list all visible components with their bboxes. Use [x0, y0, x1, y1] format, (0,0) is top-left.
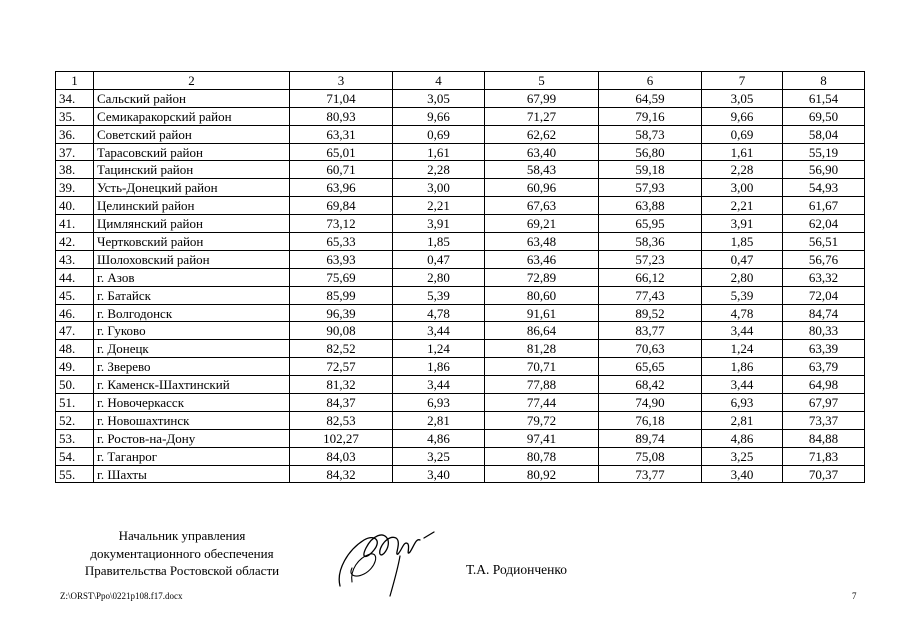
- territory-name-cell: г. Новочеркасск: [94, 394, 290, 412]
- value-cell: 63,48: [485, 233, 599, 251]
- row-number-cell: 48.: [56, 340, 94, 358]
- value-cell: 80,33: [783, 322, 865, 340]
- value-cell: 6,93: [702, 394, 783, 412]
- column-header: 8: [783, 72, 865, 90]
- value-cell: 3,44: [702, 376, 783, 394]
- value-cell: 65,33: [290, 233, 393, 251]
- table-row: [56, 447, 865, 465]
- table-row: [56, 179, 865, 197]
- row-number-cell: 50.: [56, 376, 94, 394]
- value-cell: 4,86: [702, 429, 783, 447]
- value-cell: 2,81: [393, 411, 485, 429]
- row-number-cell: 41.: [56, 215, 94, 233]
- value-cell: 59,18: [599, 161, 702, 179]
- value-cell: 96,39: [290, 304, 393, 322]
- table-row: [56, 161, 865, 179]
- value-cell: 75,69: [290, 268, 393, 286]
- value-cell: 1,24: [393, 340, 485, 358]
- value-cell: 57,93: [599, 179, 702, 197]
- value-cell: 64,59: [599, 89, 702, 107]
- value-cell: 63,88: [599, 197, 702, 215]
- value-cell: 56,90: [783, 161, 865, 179]
- value-cell: 73,77: [599, 465, 702, 483]
- value-cell: 0,47: [702, 250, 783, 268]
- territory-name-cell: г. Волгодонск: [94, 304, 290, 322]
- table-row: [56, 125, 865, 143]
- value-cell: 74,90: [599, 394, 702, 412]
- position-line: документационного обеспечения: [90, 545, 274, 561]
- value-cell: 5,39: [702, 286, 783, 304]
- table-row: [56, 340, 865, 358]
- territory-name-cell: г. Ростов-на-Дону: [94, 429, 290, 447]
- territory-name-cell: Тацинский район: [94, 161, 290, 179]
- value-cell: 3,05: [393, 89, 485, 107]
- row-number-cell: 44.: [56, 268, 94, 286]
- value-cell: 69,21: [485, 215, 599, 233]
- territory-name-cell: г. Донецк: [94, 340, 290, 358]
- territory-name-cell: Сальский район: [94, 89, 290, 107]
- value-cell: 2,21: [393, 197, 485, 215]
- value-cell: 80,78: [485, 447, 599, 465]
- value-cell: 0,69: [702, 125, 783, 143]
- row-number-cell: 54.: [56, 447, 94, 465]
- value-cell: 4,86: [393, 429, 485, 447]
- value-cell: 55,19: [783, 143, 865, 161]
- column-header: 5: [485, 72, 599, 90]
- value-cell: 1,61: [702, 143, 783, 161]
- value-cell: 2,28: [702, 161, 783, 179]
- table-row: [56, 429, 865, 447]
- position-line: Правительства Ростовской области: [84, 563, 280, 578]
- value-cell: 71,27: [485, 107, 599, 125]
- value-cell: 81,28: [485, 340, 599, 358]
- value-cell: 3,00: [393, 179, 485, 197]
- value-cell: 2,28: [393, 161, 485, 179]
- table-row: [56, 89, 865, 107]
- value-cell: 84,32: [290, 465, 393, 483]
- value-cell: 3,00: [702, 179, 783, 197]
- table-row: [56, 465, 865, 483]
- row-number-cell: 40.: [56, 197, 94, 215]
- value-cell: 58,73: [599, 125, 702, 143]
- value-cell: 60,71: [290, 161, 393, 179]
- value-cell: 70,63: [599, 340, 702, 358]
- value-cell: 61,54: [783, 89, 865, 107]
- value-cell: 84,74: [783, 304, 865, 322]
- table-row: [56, 358, 865, 376]
- page-number: 7: [852, 591, 857, 601]
- row-number-cell: 52.: [56, 411, 94, 429]
- value-cell: 67,97: [783, 394, 865, 412]
- value-cell: 3,44: [702, 322, 783, 340]
- value-cell: 71,04: [290, 89, 393, 107]
- value-cell: 67,63: [485, 197, 599, 215]
- value-cell: 3,40: [702, 465, 783, 483]
- territory-name-cell: г. Зверево: [94, 358, 290, 376]
- value-cell: 65,65: [599, 358, 702, 376]
- value-cell: 56,80: [599, 143, 702, 161]
- value-cell: 56,51: [783, 233, 865, 251]
- row-number-cell: 35.: [56, 107, 94, 125]
- value-cell: 3,44: [393, 376, 485, 394]
- value-cell: 83,77: [599, 322, 702, 340]
- territory-name-cell: г. Батайск: [94, 286, 290, 304]
- row-number-cell: 46.: [56, 304, 94, 322]
- territory-name-cell: г. Таганрог: [94, 447, 290, 465]
- value-cell: 60,96: [485, 179, 599, 197]
- value-cell: 89,74: [599, 429, 702, 447]
- value-cell: 63,31: [290, 125, 393, 143]
- row-number-cell: 49.: [56, 358, 94, 376]
- table-row: [56, 143, 865, 161]
- value-cell: 1,85: [393, 233, 485, 251]
- value-cell: 77,44: [485, 394, 599, 412]
- value-cell: 58,04: [783, 125, 865, 143]
- value-cell: 84,37: [290, 394, 393, 412]
- territory-name-cell: Советский район: [94, 125, 290, 143]
- value-cell: 84,03: [290, 447, 393, 465]
- row-number-cell: 53.: [56, 429, 94, 447]
- value-cell: 82,53: [290, 411, 393, 429]
- value-cell: 84,88: [783, 429, 865, 447]
- value-cell: 1,61: [393, 143, 485, 161]
- column-header: 3: [290, 72, 393, 90]
- value-cell: 80,93: [290, 107, 393, 125]
- value-cell: 91,61: [485, 304, 599, 322]
- value-cell: 63,39: [783, 340, 865, 358]
- value-cell: 58,36: [599, 233, 702, 251]
- row-number-cell: 34.: [56, 89, 94, 107]
- value-cell: 57,23: [599, 250, 702, 268]
- territory-name-cell: г. Шахты: [94, 465, 290, 483]
- value-cell: 77,88: [485, 376, 599, 394]
- value-cell: 2,80: [393, 268, 485, 286]
- table-header-row: [56, 72, 865, 90]
- value-cell: 66,12: [599, 268, 702, 286]
- value-cell: 54,93: [783, 179, 865, 197]
- table-row: [56, 197, 865, 215]
- territory-name-cell: Тарасовский район: [94, 143, 290, 161]
- value-cell: 4,78: [702, 304, 783, 322]
- value-cell: 72,89: [485, 268, 599, 286]
- row-number-cell: 42.: [56, 233, 94, 251]
- row-number-cell: 36.: [56, 125, 94, 143]
- row-number-cell: 47.: [56, 322, 94, 340]
- territory-name-cell: г. Азов: [94, 268, 290, 286]
- value-cell: 85,99: [290, 286, 393, 304]
- signer-name: Т.А. Родионченко: [466, 562, 567, 577]
- table-row: [56, 286, 865, 304]
- value-cell: 81,32: [290, 376, 393, 394]
- row-number-cell: 51.: [56, 394, 94, 412]
- value-cell: 79,16: [599, 107, 702, 125]
- value-cell: 3,40: [393, 465, 485, 483]
- value-cell: 4,78: [393, 304, 485, 322]
- value-cell: 71,83: [783, 447, 865, 465]
- column-header: 4: [393, 72, 485, 90]
- value-cell: 79,72: [485, 411, 599, 429]
- value-cell: 63,32: [783, 268, 865, 286]
- table-row: [56, 250, 865, 268]
- value-cell: 67,99: [485, 89, 599, 107]
- value-cell: 2,80: [702, 268, 783, 286]
- value-cell: 63,79: [783, 358, 865, 376]
- value-cell: 3,25: [393, 447, 485, 465]
- table-row: [56, 107, 865, 125]
- value-cell: 73,12: [290, 215, 393, 233]
- table-row: [56, 411, 865, 429]
- value-cell: 97,41: [485, 429, 599, 447]
- column-header: 2: [94, 72, 290, 90]
- column-header: 6: [599, 72, 702, 90]
- territory-name-cell: Семикаракорский район: [94, 107, 290, 125]
- value-cell: 62,04: [783, 215, 865, 233]
- value-cell: 3,05: [702, 89, 783, 107]
- handwritten-signature: [330, 510, 440, 602]
- value-cell: 62,62: [485, 125, 599, 143]
- table-row: [56, 304, 865, 322]
- territory-name-cell: Цимлянский район: [94, 215, 290, 233]
- row-number-cell: 37.: [56, 143, 94, 161]
- territory-name-cell: Целинский район: [94, 197, 290, 215]
- table-row: [56, 322, 865, 340]
- territory-name-cell: Шолоховский район: [94, 250, 290, 268]
- value-cell: 0,47: [393, 250, 485, 268]
- column-header: 1: [56, 72, 94, 90]
- table-body: [56, 89, 865, 483]
- value-cell: 77,43: [599, 286, 702, 304]
- territory-name-cell: г. Каменск-Шахтинский: [94, 376, 290, 394]
- row-number-cell: 38.: [56, 161, 94, 179]
- value-cell: 3,91: [702, 215, 783, 233]
- value-cell: 72,04: [783, 286, 865, 304]
- position-line: Начальник управления: [118, 528, 246, 543]
- value-cell: 82,52: [290, 340, 393, 358]
- value-cell: 72,57: [290, 358, 393, 376]
- value-cell: 1,86: [393, 358, 485, 376]
- territory-name-cell: Чертковский район: [94, 233, 290, 251]
- value-cell: 65,95: [599, 215, 702, 233]
- value-cell: 75,08: [599, 447, 702, 465]
- value-cell: 58,43: [485, 161, 599, 179]
- value-cell: 5,39: [393, 286, 485, 304]
- value-cell: 2,81: [702, 411, 783, 429]
- value-cell: 6,93: [393, 394, 485, 412]
- table-row: [56, 215, 865, 233]
- value-cell: 0,69: [393, 125, 485, 143]
- territory-name-cell: г. Новошахтинск: [94, 411, 290, 429]
- row-number-cell: 45.: [56, 286, 94, 304]
- value-cell: 68,42: [599, 376, 702, 394]
- row-number-cell: 43.: [56, 250, 94, 268]
- value-cell: 70,37: [783, 465, 865, 483]
- territory-name-cell: Усть-Донецкий район: [94, 179, 290, 197]
- value-cell: 80,60: [485, 286, 599, 304]
- value-cell: 63,93: [290, 250, 393, 268]
- value-cell: 69,50: [783, 107, 865, 125]
- table-row: [56, 394, 865, 412]
- value-cell: 63,96: [290, 179, 393, 197]
- value-cell: 9,66: [393, 107, 485, 125]
- value-cell: 2,21: [702, 197, 783, 215]
- value-cell: 70,71: [485, 358, 599, 376]
- value-cell: 102,27: [290, 429, 393, 447]
- value-cell: 89,52: [599, 304, 702, 322]
- signer-position: [62, 527, 302, 580]
- value-cell: 1,86: [702, 358, 783, 376]
- value-cell: 3,91: [393, 215, 485, 233]
- value-cell: 73,37: [783, 411, 865, 429]
- value-cell: 63,40: [485, 143, 599, 161]
- territory-name-cell: г. Гуково: [94, 322, 290, 340]
- row-number-cell: 55.: [56, 465, 94, 483]
- value-cell: 9,66: [702, 107, 783, 125]
- row-number-cell: 39.: [56, 179, 94, 197]
- table-row: [56, 268, 865, 286]
- value-cell: 3,44: [393, 322, 485, 340]
- value-cell: 76,18: [599, 411, 702, 429]
- value-cell: 63,46: [485, 250, 599, 268]
- table-row: [56, 233, 865, 251]
- value-cell: 65,01: [290, 143, 393, 161]
- value-cell: 86,64: [485, 322, 599, 340]
- statistics-table: [55, 71, 865, 483]
- table-row: [56, 376, 865, 394]
- file-path: Z:\ORST\Ppo\0221p108.f17.docx: [60, 591, 183, 601]
- value-cell: 69,84: [290, 197, 393, 215]
- value-cell: 56,76: [783, 250, 865, 268]
- value-cell: 80,92: [485, 465, 599, 483]
- value-cell: 61,67: [783, 197, 865, 215]
- column-header: 7: [702, 72, 783, 90]
- value-cell: 1,24: [702, 340, 783, 358]
- value-cell: 3,25: [702, 447, 783, 465]
- value-cell: 64,98: [783, 376, 865, 394]
- value-cell: 90,08: [290, 322, 393, 340]
- value-cell: 1,85: [702, 233, 783, 251]
